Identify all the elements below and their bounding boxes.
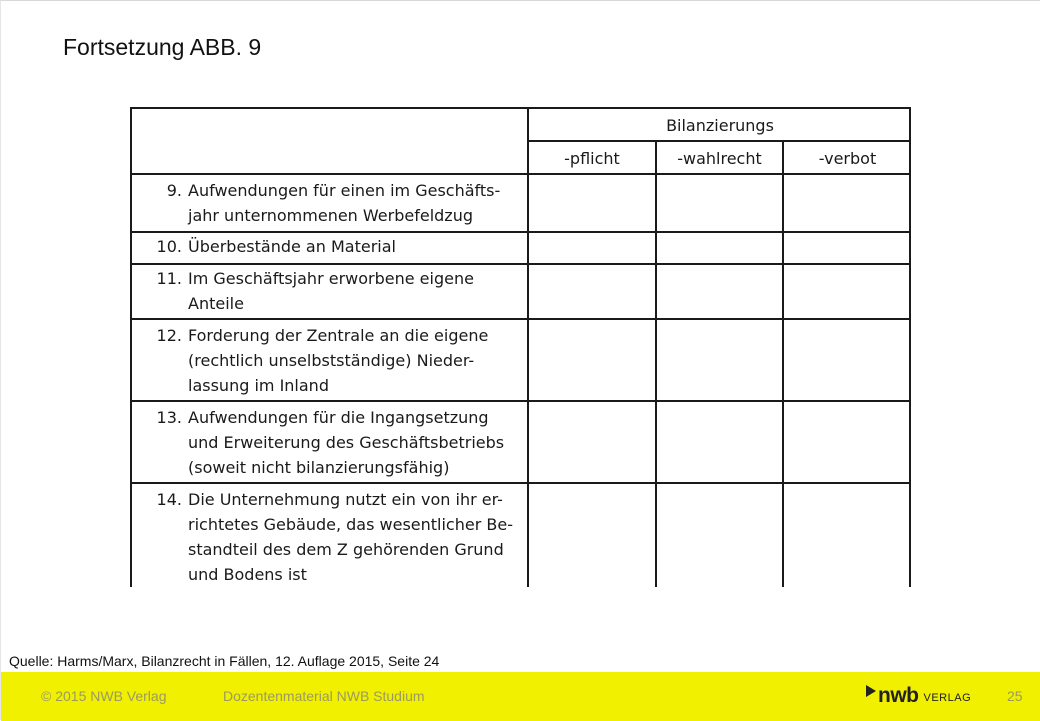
table-row-continuation xyxy=(148,537,504,562)
column-divider xyxy=(655,142,657,587)
logo-arrow-icon xyxy=(866,685,876,697)
column-divider xyxy=(527,109,529,587)
row-text: und Erweiterung des Geschäftsbetriebs xyxy=(188,433,505,452)
row-text: (rechtlich unselbstständige) Nieder- xyxy=(188,351,475,370)
copyright-text: © 2015 NWB Verlag xyxy=(41,688,167,704)
row-number: 11. xyxy=(156,269,182,288)
row-text: Aufwendungen für einen im Geschäfts- xyxy=(188,181,501,200)
table-row-continuation xyxy=(148,291,244,316)
row-text: Forderung der Zentrale an die eigene xyxy=(188,326,489,345)
column-header-pflicht: -pflicht xyxy=(564,149,620,168)
row-text: Aufwendungen für die Ingangsetzung xyxy=(188,408,489,427)
column-header-wahlrecht: -wahlrecht xyxy=(677,149,762,168)
row-text: standteil des dem Z gehörenden Grund xyxy=(188,540,504,559)
table-row xyxy=(148,487,503,512)
table-row xyxy=(148,178,500,203)
row-divider xyxy=(132,400,909,402)
column-divider xyxy=(782,142,784,587)
table-row-continuation xyxy=(148,203,473,228)
source-citation: Quelle: Harms/Marx, Bilanzrecht in Fällen, 12. Auflage 2015, Seite 24 xyxy=(9,653,440,669)
table-row-continuation xyxy=(148,430,504,455)
row-text: (soweit nicht bilanzierungsfähig) xyxy=(188,458,450,477)
row-divider xyxy=(132,482,909,484)
row-text: und Bodens ist xyxy=(188,565,307,584)
slide-title: Fortsetzung ABB. 9 xyxy=(63,34,262,60)
row-text: lassung im Inland xyxy=(188,376,329,395)
header-bottom-border xyxy=(132,173,909,175)
table-row-continuation xyxy=(148,373,329,398)
table-row xyxy=(148,323,488,348)
row-number: 12. xyxy=(156,326,182,345)
logo-subtext: VERLAG xyxy=(923,692,972,704)
row-text: richtetes Gebäude, das wesentlicher Be- xyxy=(188,515,513,534)
row-divider xyxy=(132,263,909,265)
row-divider xyxy=(132,318,909,320)
row-text: Überbestände an Material xyxy=(188,237,396,256)
table-row xyxy=(148,266,474,291)
row-text: Im Geschäftsjahr erworbene eigene xyxy=(188,269,474,288)
row-text: Anteile xyxy=(188,294,244,313)
table-row-continuation xyxy=(148,562,307,587)
group-header: Bilanzierungs xyxy=(666,116,774,135)
material-text: Dozentenmaterial NWB Studium xyxy=(223,688,425,704)
row-number: 14. xyxy=(156,490,182,509)
footer-bar xyxy=(1,672,1040,721)
table-row-continuation xyxy=(148,512,513,537)
logo-wordmark: nwb xyxy=(878,684,919,707)
nwb-logo xyxy=(866,682,971,710)
row-number: 10. xyxy=(156,237,182,256)
row-divider xyxy=(132,231,909,233)
balance-sheet-table xyxy=(130,107,911,587)
page-number: 25 xyxy=(1007,688,1023,704)
table-row-continuation xyxy=(148,348,474,373)
row-text: jahr unternommenen Werbefeldzug xyxy=(188,206,473,225)
row-number: 9. xyxy=(166,181,182,200)
table-row xyxy=(148,234,396,259)
header-divider xyxy=(527,140,909,142)
table-row xyxy=(148,405,489,430)
row-number: 13. xyxy=(156,408,182,427)
column-header-verbot: -verbot xyxy=(818,149,877,168)
row-text: Die Unternehmung nutzt ein von ihr er- xyxy=(188,490,503,509)
table-row-continuation xyxy=(148,455,449,480)
